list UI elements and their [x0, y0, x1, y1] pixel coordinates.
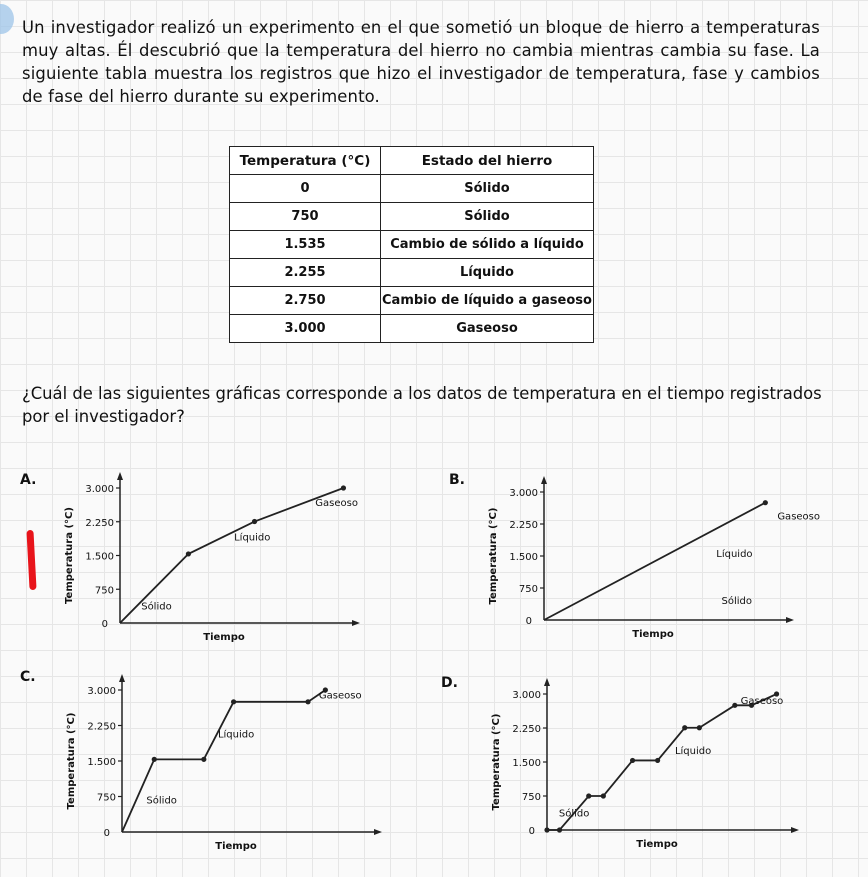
data-point	[682, 725, 687, 730]
phase-label: Líquido	[217, 729, 255, 741]
cell-state: Sólido	[381, 203, 594, 231]
cell-temperature: 1.535	[230, 231, 381, 259]
phase-label: Sólido	[141, 601, 172, 613]
header-state: Estado del hierro	[381, 147, 594, 175]
data-point	[601, 793, 606, 798]
cell-temperature: 750	[230, 203, 381, 231]
option-a-letter[interactable]: A.	[20, 472, 37, 488]
cell-temperature: 2.750	[230, 287, 381, 315]
y-tick-label: 750	[518, 584, 538, 595]
x-axis-label: Tiempo	[203, 632, 245, 643]
phase-label: Sólido	[146, 795, 177, 807]
intro-paragraph: Un investigador realizó un experimento en el que sometió un bloque de hierro a temperaturas muy altas. Él descubrió que la temperatura del hierro no cambia mientras cambia su fase. La siguiente tabla muestra los registros que hizo el investigador de temperatura, fase y cambios de fase del hierro durante su experimento.	[22, 18, 820, 106]
phase-label: Gaseoso	[740, 695, 784, 707]
phase-label: Líquido	[716, 548, 753, 560]
y-tick-label: 2.250	[512, 724, 541, 735]
y-tick-label: 1.500	[85, 551, 114, 563]
x-axis-arrow	[791, 827, 799, 833]
y-axis-label: Temperatura (°C)	[488, 507, 499, 605]
y-tick-label: 1.500	[87, 757, 116, 768]
y-tick-label: 3.000	[85, 484, 114, 495]
y-axis-label: Temperatura (°C)	[491, 713, 502, 811]
cell-state: Sólido	[381, 175, 594, 203]
y-axis-label: Temperatura (°C)	[66, 712, 77, 810]
cell-state: Líquido	[381, 259, 594, 287]
question-text: ¿Cuál de las siguientes gráficas corresponde a los datos de temperatura en el tiempo registrados por el investigador?	[22, 384, 822, 426]
y-tick-label: 3.000	[87, 686, 116, 697]
cell-temperature: 2.255	[230, 259, 381, 287]
y-tick-label: 2.250	[509, 520, 538, 531]
phase-label: Líquido	[674, 745, 712, 757]
x-axis-label: Tiempo	[636, 839, 678, 850]
phase-label: Líquido	[234, 532, 271, 544]
y-tick-label: 2.250	[85, 517, 114, 529]
phase-label: Gaseoso	[777, 511, 821, 523]
data-point	[697, 725, 702, 730]
data-point	[630, 758, 635, 763]
cell-state: Cambio de líquido a gaseoso	[381, 287, 594, 315]
cell-temperature: 3.000	[230, 315, 381, 343]
y-tick-label: 3.000	[509, 488, 538, 499]
y-tick-label: 750	[94, 585, 114, 597]
y-tick-label: 0	[103, 828, 110, 839]
option-c-letter[interactable]: C.	[20, 669, 36, 685]
option-b-letter[interactable]: B.	[449, 472, 465, 488]
phase-label: Gaseoso	[318, 690, 362, 702]
y-axis-arrow	[544, 678, 550, 686]
y-axis-label: Temperatura (°C)	[64, 507, 75, 604]
cell-state: Cambio de sólido a líquido	[381, 231, 594, 259]
data-point	[557, 827, 562, 832]
x-axis-label: Tiempo	[632, 629, 674, 640]
y-tick-label: 750	[96, 792, 116, 804]
y-tick-label: 3.000	[512, 690, 541, 701]
y-tick-label: 0	[101, 619, 108, 630]
header-temperature: Temperatura (°C)	[230, 147, 381, 175]
data-point	[544, 827, 549, 832]
y-tick-label: 750	[521, 792, 541, 803]
y-tick-label: 1.500	[509, 552, 538, 563]
y-tick-label: 2.250	[87, 721, 116, 733]
phase-label: Sólido	[558, 808, 590, 820]
y-tick-label: 0	[528, 826, 535, 837]
y-tick-label: 1.500	[512, 758, 541, 769]
option-d-letter[interactable]: D.	[441, 675, 458, 691]
y-tick-label: 0	[525, 616, 532, 627]
x-axis-label: Tiempo	[215, 841, 257, 852]
cell-temperature: 0	[230, 175, 381, 203]
data-point	[586, 793, 591, 798]
data-point	[732, 703, 737, 708]
cell-state: Gaseoso	[381, 315, 594, 343]
data-point	[655, 758, 660, 763]
phase-label: Sólido	[721, 595, 753, 607]
phase-label: Gaseoso	[315, 498, 358, 509]
